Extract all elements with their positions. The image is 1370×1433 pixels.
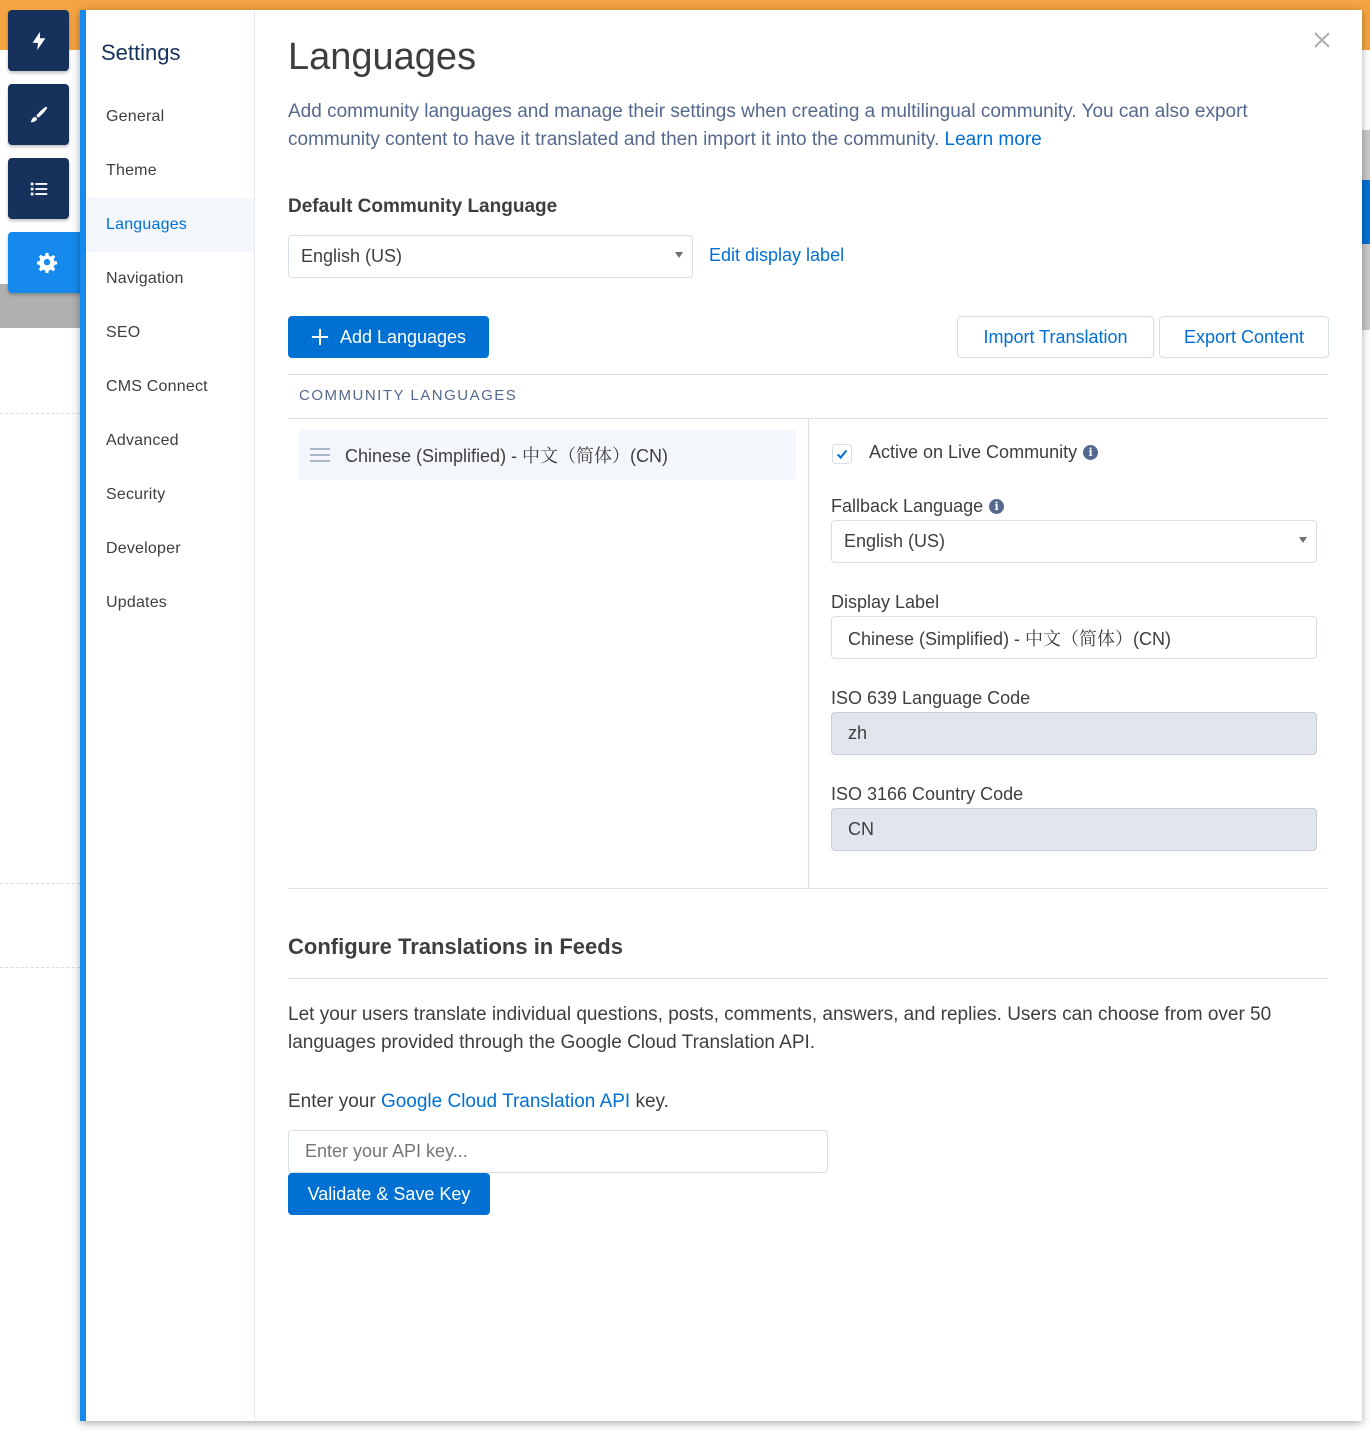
validate-save-key-button[interactable]: Validate & Save Key [288,1173,490,1215]
sidebar-item-updates[interactable]: Updates [106,594,167,611]
info-icon[interactable]: i [989,499,1004,514]
page-description-text: Add community languages and manage their settings when creating a multilingual community. You can also export community content to have it translated and then import it into the community. [288,101,1248,150]
display-label-label: Display Label [831,592,940,612]
gear-icon [36,252,58,274]
sidebar-item-cms-connect[interactable]: CMS Connect [106,378,208,395]
api-key-prompt-prefix: Enter your [288,1091,376,1112]
list-item[interactable] [299,430,796,480]
fallback-language-select[interactable] [831,520,1317,563]
iso639-label: ISO 639 Language Code [831,688,1031,708]
sidebar-item-theme[interactable]: Theme [106,162,157,179]
google-api-link[interactable]: Google Cloud Translation API [380,1091,631,1112]
drag-handle-icon[interactable] [310,444,330,466]
fallback-language-label [831,496,1004,517]
rail-settings-button[interactable] [8,232,86,293]
import-translation-button[interactable]: Import Translation [957,316,1154,358]
iso3166-label: ISO 3166 Country Code [831,784,1024,804]
settings-panel [80,10,1362,1421]
api-key-prompt-suffix: key. [635,1091,669,1112]
rail-lightning-button[interactable] [8,10,69,71]
section-divider [288,888,1328,889]
page-description [288,98,1328,154]
section-divider [288,978,1328,979]
feeds-title: Configure Translations in Feeds [288,934,623,959]
display-label-input[interactable]: Chinese (Simplified) - 中文（简体）(CN) [831,616,1317,659]
list-icon [28,178,50,200]
section-divider [288,374,1328,375]
sidebar-item-security[interactable]: Security [106,486,166,503]
sidebar-item-general[interactable]: General [106,108,165,125]
check-icon [835,447,849,461]
sidebar-item-seo[interactable]: SEO [106,324,141,341]
export-content-button[interactable]: Export Content [1159,316,1329,358]
iso639-field: zh [831,712,1317,755]
iso3166-field: CN [831,808,1317,851]
feeds-description: Let your users translate individual questions, posts, comments, answers, and replies. Users can choose from over 50 languages provided through the Google Cloud Translation API. [288,1004,1272,1053]
community-languages-header: COMMUNITY LANGUAGES [299,387,518,404]
add-languages-label: Add Languages [339,326,467,347]
column-divider [808,418,809,888]
api-key-prompt [288,1088,1328,1116]
settings-sidebar [86,10,255,1421]
caret-down-icon [675,252,683,258]
rail-theme-button[interactable] [8,84,69,145]
lightning-icon [28,30,50,52]
sidebar-title: Settings [101,40,181,65]
sidebar-item-developer[interactable]: Developer [106,540,181,557]
sidebar-item-languages[interactable]: Languages [86,198,254,252]
default-language-select[interactable] [288,235,693,278]
sidebar-item-navigation[interactable]: Navigation [106,270,184,287]
caret-down-icon [1299,537,1307,543]
learn-more-link[interactable]: Learn more [944,129,1042,150]
add-languages-button[interactable] [288,316,489,358]
fallback-language-value: English (US) [844,531,946,551]
default-language-value: English (US) [301,246,403,266]
plus-icon [311,328,329,346]
default-language-label: Default Community Language [288,196,558,217]
info-icon[interactable]: i [1083,445,1098,460]
edit-display-label-link[interactable]: Edit display label [709,245,845,265]
api-key-input[interactable] [288,1130,828,1173]
close-icon[interactable] [1312,30,1332,50]
brush-icon [28,104,50,126]
language-item-label: Chinese (Simplified) - 中文（简体）(CN) [345,446,669,466]
page-title: Languages [288,36,477,78]
active-label-text: Active on Live Community [869,442,1078,462]
fallback-language-label-text: Fallback Language [831,496,984,516]
left-rail [0,0,80,1433]
rail-pages-button[interactable] [8,158,69,219]
active-checkbox[interactable] [832,444,852,464]
active-label [869,442,1098,463]
sidebar-item-advanced[interactable]: Advanced [106,432,179,449]
